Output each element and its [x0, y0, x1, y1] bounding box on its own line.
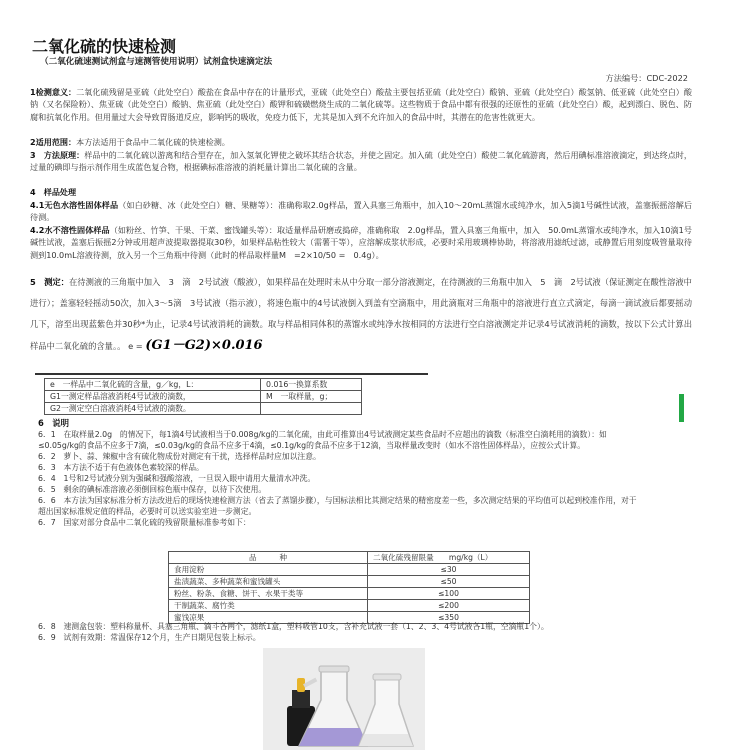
legend-cell: G2一测定空白溶液消耗4号试液的滴数。: [45, 403, 261, 415]
table-row: [45, 403, 362, 415]
product-cell: 蜜饯凉果: [169, 612, 368, 624]
column-header: 品 种: [169, 552, 368, 564]
table-header-row: [169, 552, 530, 564]
legend-cell: M 一取样量，g；: [261, 391, 362, 403]
product-cell: 粉丝、粉条、食糖、饼干、水果干类等: [169, 588, 368, 600]
legend-cell: e 一样品中二氧化硫的含量，g／kg，L：: [45, 379, 261, 391]
section-2-label: 2适用范围：: [30, 137, 77, 147]
note-item: 6．2 萝卜、蒜、辣椒中含有硫化物成份对测定有干扰，选择样品时应加以注意。: [38, 452, 321, 461]
section-4-1-label: 4.1无色水溶性固体样品: [30, 200, 119, 210]
page-title: 二氧化硫的快速检测: [32, 37, 177, 56]
product-cell: 干制蔬菜、腐竹类: [169, 600, 368, 612]
note-item: 6．5 剩余的碘标准溶液必须倒回棕色瓶中保存，以待下次使用。: [38, 485, 267, 494]
section-5-label: 5 测定：: [30, 277, 69, 287]
formula: (G1－G2)×0.016: [145, 338, 263, 353]
page-subtitle: （二氧化硫速测试剂盒与速测管使用说明）试剂盒快速滴定法: [40, 57, 273, 67]
section-1: [30, 86, 692, 123]
limit-cell: ≤50: [368, 576, 530, 588]
kit-photo: [263, 648, 425, 750]
section-3: [30, 149, 692, 174]
section-1-label: 1检测意义：: [30, 87, 77, 97]
section-4-2-text: （如粉丝、竹笋、干果、干菜、蜜饯罐头等）：取适量样品研磨或捣碎，准确称取 2.0g样品，置入具塞三角瓶中，加入 50.0mL蒸馏水或纯净水，加入10滴1号碱性试液，盖塞后振摇2分钟或用超声波提取器提取30秒，如果样品粘性较大（需薯干等），应溶解成浆状形成，必要时采用玻璃棒协助，将溶液用滤纸过滤，或静置后用刻度吸管量取待测到10.0mL溶液待测，放入另一个三角瓶中待测（此时的样品取样量M =2×10/50 = 0.4g）。: [30, 225, 692, 260]
table-row: [169, 600, 530, 612]
formula-rule: [35, 373, 428, 375]
section-4-label: 4 样品处理: [30, 187, 77, 197]
notes-heading: 6 说明: [38, 418, 69, 428]
note-item: 6．1 在取样量2.0g 的情况下，每1滴4号试液相当于0.008g/kg的二氧化硫，由此可推算出4号试液测定某些食品时不应超出的滴数（标准空白滴耗用的滴数）：如≤0.05g/kg的食品不应多于7滴，≤0.03g/kg的食品不应多于4滴，≤0.1g/kg的食品不应多于12滴，当取样量改变时（如水不溶性固体样品），应按公式计算。: [38, 430, 607, 450]
product-cell: 盐渍蔬菜、多种蔬菜和蜜饯罐头: [169, 576, 368, 588]
legend-cell: [261, 403, 362, 415]
table-row: [45, 379, 362, 391]
kit-photo-drawing: [263, 648, 425, 750]
limit-cell: ≤30: [368, 564, 530, 576]
limit-cell: ≤100: [368, 588, 530, 600]
legend-cell: 0.016一换算系数: [261, 379, 362, 391]
scroll-indicator[interactable]: [679, 394, 684, 422]
column-header: 二氧化硫残留限量 mg/kg（L）: [368, 552, 530, 564]
section-2: [30, 136, 692, 148]
note-item: 6．9 试剂有效期：常温保存12个月，生产日期见包装上标示。: [38, 633, 261, 642]
method-number: 方法编号：CDC-2022: [605, 73, 688, 83]
notes-after-block: [38, 621, 638, 643]
section-1-text: 二氧化硫残留是亚硫（此处空白）酸盐在食品中存在的计量形式，亚硫（此处空白）酸盐主要包括亚硫（此处空白）酸钠、亚硫（此处空白）酸氢钠、低亚硫（此处空白）酸钠（又名保险粉）、焦亚硫（此处空白）酸钠、焦亚硫（此处空白）酸钾和硫磺燃烧生成的二氧化硫等。这些物质于食品中都有很强的还原性的亚硫（此处空白）酸，起到漂白、脱色、防腐和抗氧化作用。但用量过大会导致胃肠道反应，影响钙的吸收，免疫力低下，尤其是加入到不允许加入的食品中时，其潜在的危害性就更大。: [30, 87, 692, 122]
note-item: 6．6 本方法为国家标准分析方法改进后的现场快速检测方法（省去了蒸馏步骤），与国标法相比其测定结果的精密度差一些，多次测定结果的平均值可以起到校准作用，对于超出国家标准规定值的样品，必要时可以送实验室进一步测定。: [38, 496, 637, 516]
product-cell: 食用淀粉: [169, 564, 368, 576]
note-item: 6．3 本方法不适于有色液体色素较深的样品。: [38, 463, 204, 472]
section-2-text: 本方法适用于食品中二氧化硫的快速检测。: [76, 137, 230, 147]
note-item: 6．4 1号和2号试液分别为强碱和强酸溶液，一旦误入眼中请用大量清水冲洗。: [38, 474, 316, 483]
section-5-text: 在待测液的三角瓶中加入 3 滴 2号试液（酸液），如果样品在处理时未从中分取一部分溶液测定，在待测液的三角瓶中加入 5 滴 2号试液（保证测定在酸性溶液中进行）；盖塞轻轻摇动50次，加入3～5滴 3号试液（指示液），将速色瓶中的4号试液倒入到盖有空滴瓶中，用此滴瓶对三角瓶中的溶液进行直立式滴定，每滴一滴试液后都要摇动几下，溶至出现蓝紫色并30秒*为止，记录4号试液消耗的滴数。取与样品相同体积的蒸馏水或纯净水按相同的方法进行空白溶液测定并记录4号试液消耗的滴数，按以下公式计算出样品中二氧化硫的含量。。: [30, 277, 692, 351]
table-row: [169, 564, 530, 576]
section-4-1-text: （如白砂糖、冰（此处空白）糖、果糖等）：准确称取2.0g样品，置入具塞三角瓶中，加入10～20mL蒸馏水或纯净水，加入5滴1号碱性试液，盖塞振摇溶解后待测。: [30, 200, 692, 223]
limit-table: [168, 551, 530, 624]
section-4-2: [30, 224, 692, 261]
table-row: [169, 588, 530, 600]
table-row: [45, 391, 362, 403]
note-item: 6．7 国家对部分食品中二氧化硫的残留限量标准参考如下：: [38, 518, 251, 527]
section-4-2-label: 4.2水不溶性固体样品: [30, 225, 110, 235]
legend-table: [44, 378, 362, 415]
section-3-text: 样品中的二氧化硫以游离和结合型存在，加入氢氧化钾使之破坏其结合状态，并使之固定。加入硫（此处空白）酸使二氧化硫游离，然后用碘标准溶液滴定，到达终点时，过量的碘即与指示剂作用生成蓝色复合物，根据碘标准溶液的消耗量计算出二氧化硫的含量。: [30, 150, 692, 173]
legend-cell: G1一测定样品溶液消耗4号试液的滴数，: [45, 391, 261, 403]
table-row: [169, 576, 530, 588]
limit-cell: ≤200: [368, 600, 530, 612]
note-item: 6．8 速测盒包装：塑料称量杯、具塞三角瓶、滴斗各两个，滤纸1盒，塑料吸管10支，含补充试液一套（1、2、3、4号试液各1瓶，空滴瓶1个）。: [38, 622, 549, 631]
section-4-heading: [30, 186, 692, 198]
limit-cell: ≤350: [368, 612, 530, 624]
section-3-label: 3 方法原理：: [30, 150, 85, 160]
formula-lead: e =: [128, 341, 143, 351]
section-5: [30, 272, 692, 357]
section-4-1: [30, 199, 692, 224]
notes-block: [38, 418, 638, 528]
